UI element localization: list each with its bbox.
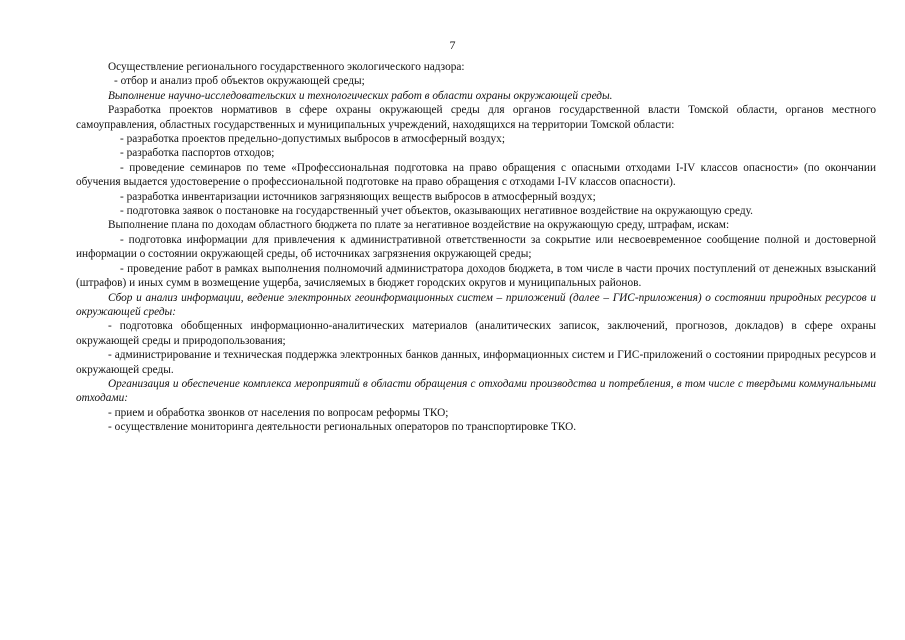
list-item-emission-limits: - разработка проектов предельно-допустимых выбросов в атмосферный воздух; xyxy=(120,133,505,146)
paragraph-norms-development: Разработка проектов нормативов в сфере охраны окружающей среды для органов государственной власти Томской области, органов местного самоуправления, областных государственных и муниципальных учреждений, находящихся на территории Томской области: xyxy=(76,104,876,131)
list-item-sampling: - отбор и анализ проб объектов окружающей среды; xyxy=(114,75,365,88)
list-item-analytical-materials: - подготовка обобщенных информационно-аналитических материалов (аналитических записок, заключений, прогнозов, докладов) в сфере охраны окружающей среды и природопользования; xyxy=(76,320,876,347)
list-item-revenue-administration: - проведение работ в рамках выполнения полномочий администратора доходов бюджета, в том числе в части прочих поступлений от денежных взысканий (штрафов) и иных сумм в возмещение ущерба, зачисляемых в бюджет городских округов и муниципальных районов. xyxy=(76,262,876,290)
heading-research-works: Выполнение научно-исследовательских и технологических работ в области охраны окружающей среды. xyxy=(108,89,613,102)
list-item-inventory: - разработка инвентаризации источников загрязняющих веществ выбросов в атмосферный воздух; xyxy=(120,190,596,203)
heading-gis-applications: Сбор и анализ информации, ведение электронных геоинформационных систем – приложений (далее – ГИС-приложения) о состоянии природных ресурсов и окружающей среды: xyxy=(76,291,876,318)
list-item-call-handling: - прием и обработка звонков от населения по вопросам реформы ТКО; xyxy=(108,406,449,419)
document-body xyxy=(76,60,876,435)
list-item-state-registration: - подготовка заявок о постановке на государственный учет объектов, оказывающих негативное воздействие на окружающую среду. xyxy=(120,205,753,218)
list-item-databank-administration: - администрирование и техническая поддержка электронных банков данных, информационных систем и ГИС-приложений о состоянии природных ресурсов и окружающей среды. xyxy=(76,349,876,376)
heading-waste-management: Организация и обеспечение комплекса мероприятий в области обращения с отходами производства и потребления, в том числе с твердыми коммунальными отходами: xyxy=(76,377,876,405)
paragraph-regional-supervision: Осуществление регионального государственного экологического надзора: xyxy=(108,61,465,73)
list-item-seminars: - проведение семинаров по теме «Профессиональная подготовка на право обращения с опасными отходами I-IV классов опасности» (по окончании обучения выдается удостоверение о профессиональной подготовке на право обращения с отходами I-IV классов опасности). xyxy=(76,161,876,189)
page-number: 7 xyxy=(449,38,456,52)
list-item-administrative-liability: - подготовка информации для привлечения к административной ответственности за сокрытие или несвоевременное сообщение полной и достоверной информации о состоянии окружающей среды, об источниках загрязнения окружающей среды; xyxy=(76,233,876,261)
list-item-waste-passports: - разработка паспортов отходов; xyxy=(120,147,275,160)
list-item-operator-monitoring: - осуществление мониторинга деятельности региональных операторов по транспортировке ТКО. xyxy=(108,421,577,434)
paragraph-budget-plan: Выполнение плана по доходам областного бюджета по плате за негативное воздействие на окружающую среду, штрафам, искам: xyxy=(108,219,730,232)
